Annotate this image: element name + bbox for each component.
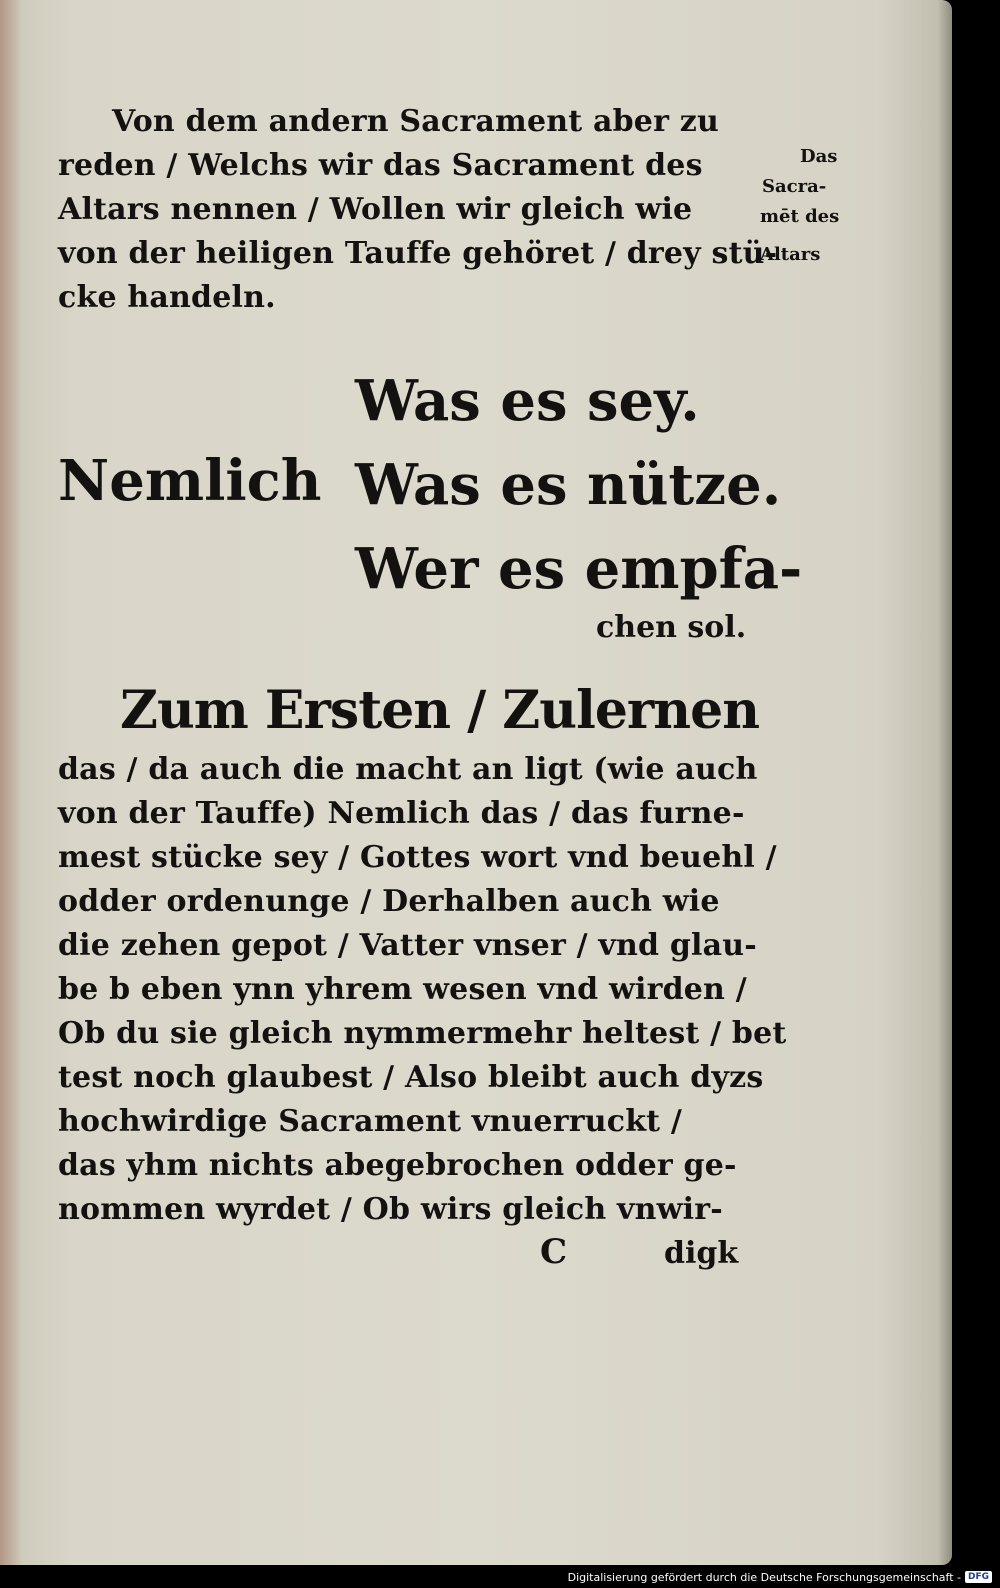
- text-line: test noch glaubest / Also bleibt auch dyzs: [58, 1060, 764, 1095]
- text-line: von der Tauffe) Nemlich das / das furne-: [58, 796, 745, 831]
- footer-text: Digitalisierung gefördert durch die Deutsche Forschungsgemeinschaft -: [567, 1570, 961, 1584]
- topic-who-receives-cont: chen sol.: [596, 610, 747, 645]
- text-line: Von dem andern Sacrament aber zu: [112, 104, 719, 139]
- text-line: von der heiligen Tauffe gehöret / drey stü-: [58, 236, 778, 271]
- text-line: die zehen gepot / Vatter vnser / vnd glau-: [58, 928, 757, 963]
- catchword: digk: [664, 1236, 739, 1271]
- topic-benefit: Was es nütze.: [355, 452, 782, 518]
- marginal-note-line: mēt des: [760, 206, 840, 227]
- page-right-edge: [938, 0, 952, 1565]
- text-line: reden / Welchs wir das Sacrament des: [58, 148, 703, 183]
- text-line: Altars nennen / Wollen wir gleich wie: [58, 192, 693, 227]
- text-line: nommen wyrdet / Ob wirs gleich vnwir-: [58, 1192, 723, 1227]
- text-line: odder ordenunge / Derhalben auch wie: [58, 884, 720, 919]
- text-line: Ob du sie gleich nymmermehr heltest / bet: [58, 1016, 787, 1051]
- digitization-credit: [568, 1566, 992, 1588]
- marginal-note-line: Altars: [760, 244, 821, 265]
- section-heading: Zum Ersten / Zulernen: [120, 680, 760, 741]
- text-line: cke handeln.: [58, 280, 276, 315]
- marginal-note-line: Das: [800, 146, 838, 167]
- text-line: das yhm nichts abegebrochen odder ge-: [58, 1148, 737, 1183]
- marginal-note-line: Sacra-: [762, 176, 827, 197]
- text-line: be b eben ynn yhrem wesen vnd wirden /: [58, 972, 747, 1007]
- dfg-logo: DFG: [965, 1571, 992, 1583]
- nemlich-label: Nemlich: [58, 448, 322, 514]
- text-line: mest stücke sey / Gottes wort vnd beuehl /: [58, 840, 777, 875]
- text-line: das / da auch die macht an ligt (wie auch: [58, 752, 758, 787]
- topic-who-receives: Wer es empfa-: [355, 536, 803, 602]
- signature-mark: C: [540, 1232, 568, 1272]
- text-line: hochwirdige Sacrament vnuerruckt /: [58, 1104, 683, 1139]
- page-left-edge: [0, 0, 22, 1565]
- topic-what-it-is: Was es sey.: [355, 368, 700, 434]
